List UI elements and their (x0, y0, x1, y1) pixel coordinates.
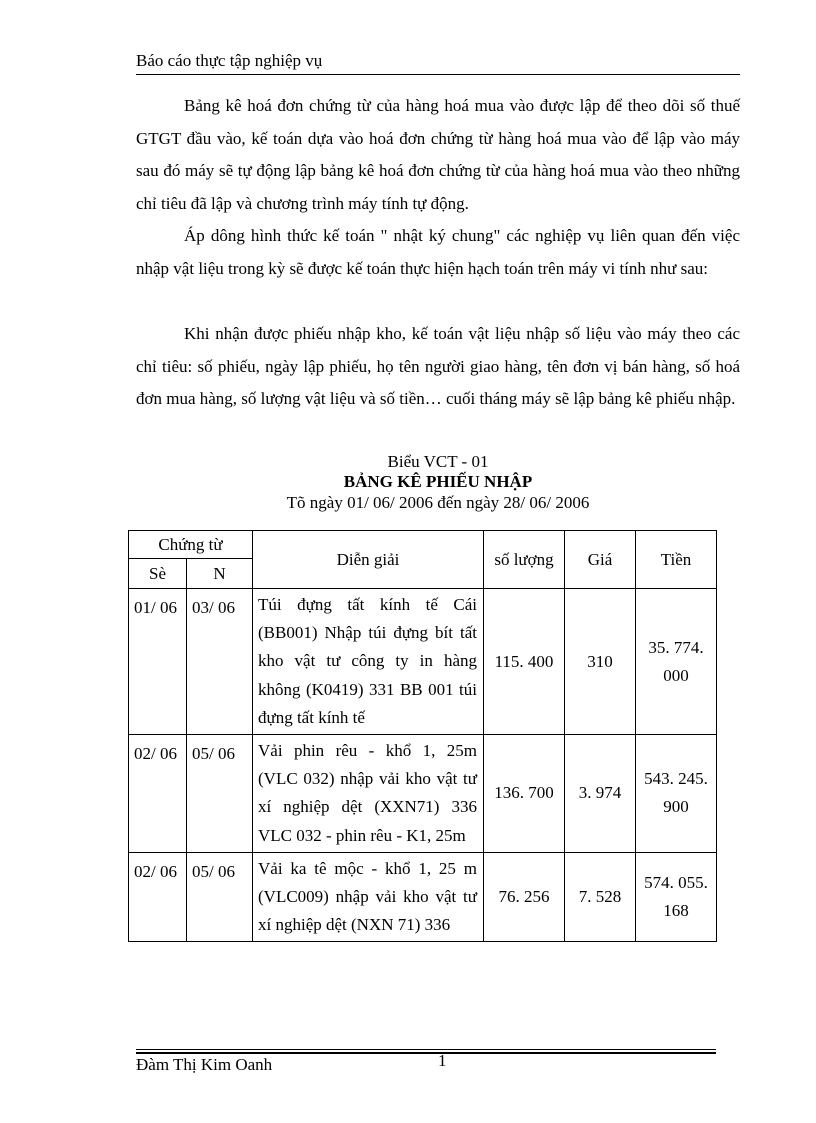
header-voucher: Chứng từ (129, 531, 253, 559)
paragraph-invoice-list: Bảng kê hoá đơn chứng từ của hàng hoá mua vào được lập để theo dõi số thuế GTGT đầu vào, kế toán dựa vào hoá đơn chứng từ hàng hoá mua vào để lập vào máy sau đó máy sẽ tự động lập bảng kê hoá đơn chứng từ của hàng hoá mua vào theo những chỉ tiêu đã lập và chương trình máy tính tự động. (136, 96, 740, 213)
voucher-number-cell: 02/ 06 (129, 735, 187, 853)
table-row (129, 589, 717, 735)
description-cell: Túi đựng tất kính tế Cái (BB001) Nhập túi đựng bít tất kho vật tư công ty in hàng không (K0419) 331 BB 001 túi đựng tất kính tế (253, 589, 484, 735)
page-header: Báo cáo thực tập nghiệp vụ (136, 50, 740, 75)
price-cell: 310 (565, 589, 636, 735)
paragraph-general-journal: Áp dông hình thức kế toán " nhật ký chung" các nghiệp vụ liên quan đến việc nhập vật liệu trong kỳ sẽ được kế toán thực hiện hạch toán trên máy vi tính như sau: (136, 226, 740, 278)
price-cell: 3. 974 (565, 735, 636, 853)
page-number: 1 (438, 1051, 447, 1070)
paragraph-receipt-entry: Khi nhận được phiếu nhập kho, kế toán vật liệu nhập số liệu vào máy theo các chỉ tiêu: số phiếu, ngày lập phiếu, họ tên người giao hàng, tên đơn vị bán hàng, số hoá đơn mua hàng, số lượng vật liệu và số tiền… cuối tháng máy sẽ lập bảng kê phiếu nhập. (136, 324, 740, 409)
footer-divider (136, 1049, 716, 1050)
description-cell: Vải phin rêu - khổ 1, 25m (VLC 032) nhập vải kho vật tư xí nghiệp dệt (XXN71) 336 VLC 032 - phin rêu - K1, 25m (253, 735, 484, 853)
header-price: Giá (565, 531, 636, 589)
quantity-cell: 136. 700 (484, 735, 565, 853)
quantity-cell: 76. 256 (484, 852, 565, 942)
voucher-date-cell: 05/ 06 (187, 852, 253, 942)
table-row (129, 735, 717, 853)
voucher-date-cell: 03/ 06 (187, 589, 253, 735)
header-voucher-date: N (187, 559, 253, 589)
header-amount: Tiền (636, 531, 717, 589)
header-quantity: số lượng (484, 531, 565, 589)
form-code: Biểu VCT - 01 (387, 452, 489, 471)
voucher-date-cell: 05/ 06 (187, 735, 253, 853)
header-description: Diễn giải (253, 531, 484, 589)
header-voucher-number: Sè (129, 559, 187, 589)
table-row (129, 852, 717, 942)
footer-divider (136, 1052, 716, 1054)
price-cell: 7. 528 (565, 852, 636, 942)
quantity-cell: 115. 400 (484, 589, 565, 735)
description-cell: Vải ka tê mộc - khổ 1, 25 m (VLC009) nhập vải kho vật tư xí nghiệp dệt (NXN 71) 336 (253, 852, 484, 942)
table-period: Tõ ngày 01/ 06/ 2006 đến ngày 28/ 06/ 2006 (286, 493, 590, 512)
footer-author: Đàm Thị Kim Oanh (136, 1055, 273, 1074)
voucher-number-cell: 01/ 06 (129, 589, 187, 735)
voucher-number-cell: 02/ 06 (129, 852, 187, 942)
table-title: BẢNG KÊ PHIẾU NHẬP (343, 472, 533, 491)
receipt-slip-table (128, 530, 717, 942)
amount-cell: 574. 055. 168 (636, 852, 717, 942)
amount-cell: 543. 245. 900 (636, 735, 717, 853)
table-header-row (129, 531, 717, 559)
amount-cell: 35. 774. 000 (636, 589, 717, 735)
